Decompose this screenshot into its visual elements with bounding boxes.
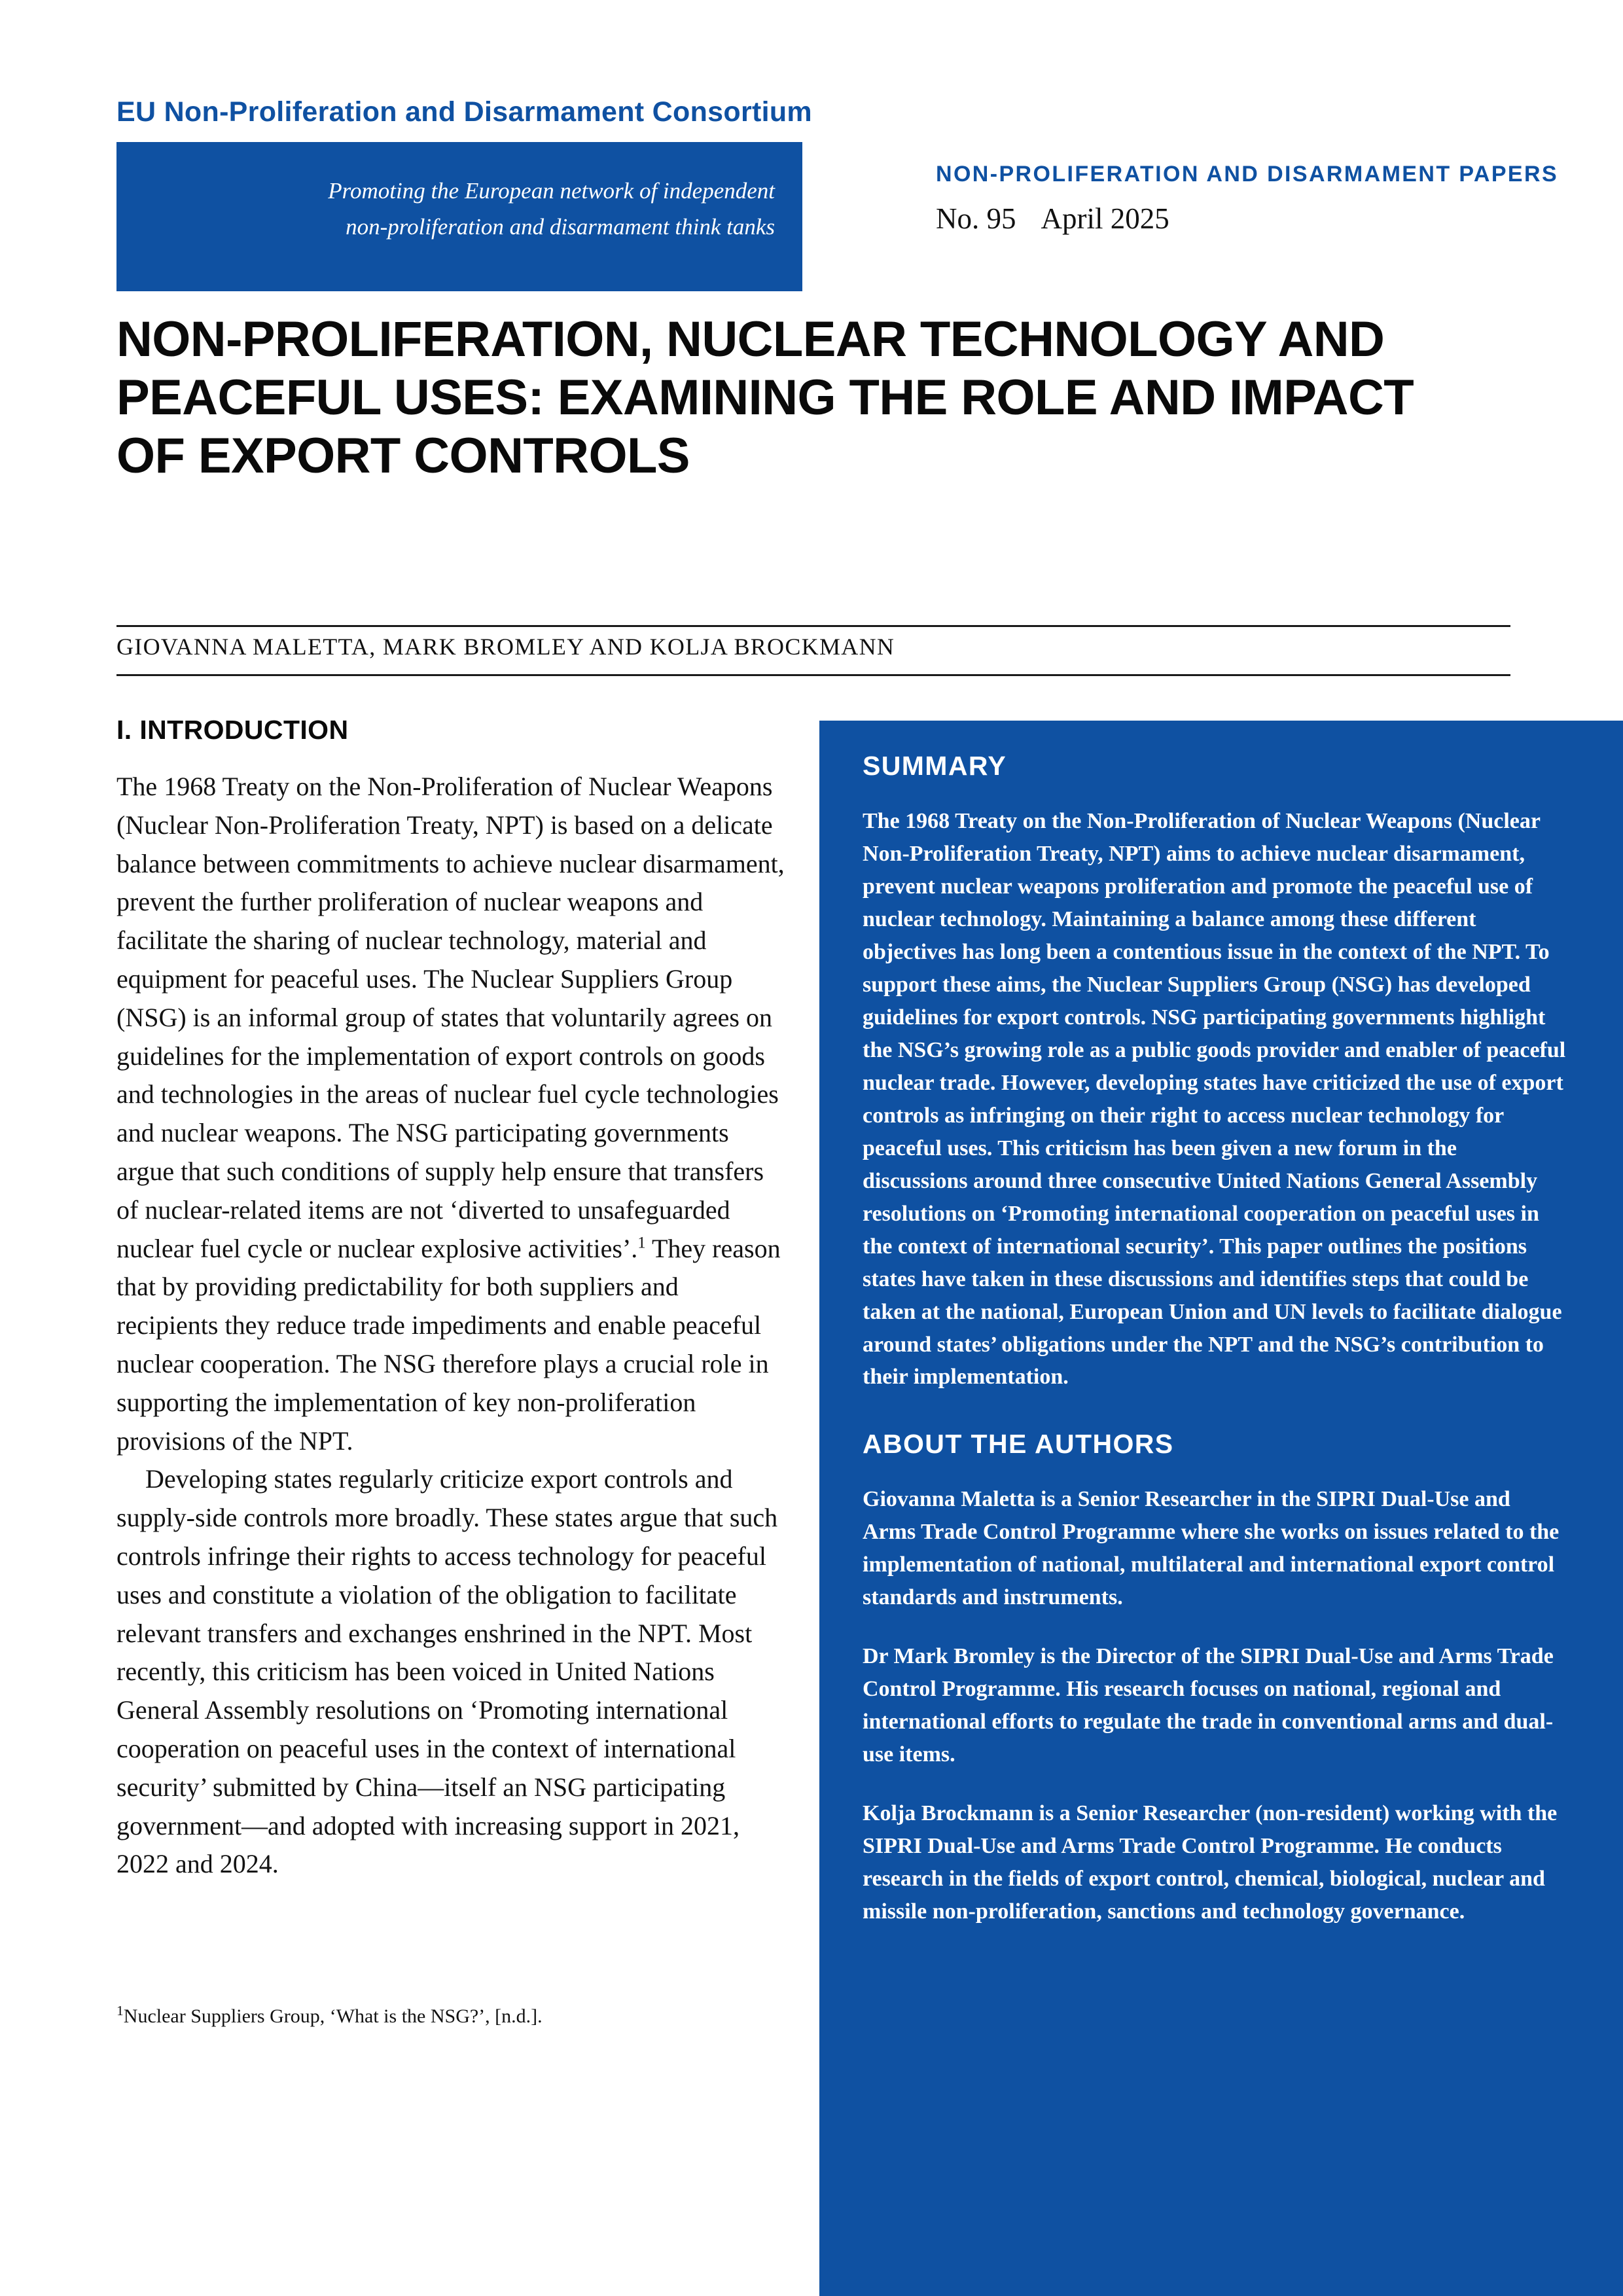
author-bio-brockmann: Kolja Brockmann is a Senior Researcher (non-resident) working with the SIPRI Dual-Use and Arms Trade Control Programme. He conducts research in the fields of export control, chemical, biological, nuclear and missile non-proliferation, sanctions and technology governance. xyxy=(863,1801,1558,1924)
footnote-1 xyxy=(116,2003,785,2030)
paragraph-1-part-b: They reason that by providing predictability for both suppliers and recipients they reduce trade impediments and enable peaceful nuclear cooperation. The NSG therefore plays a crucial role in supporting the implementation of key non-proliferation provisions of the NPT. xyxy=(116,1233,781,1456)
author-bio-bromley: Dr Mark Bromley is the Director of the SIPRI Dual-Use and Arms Trade Control Programme. His research focuses on national, regional and international efforts to regulate the trade in conventional arms and dual-use items. xyxy=(863,1644,1554,1767)
summary-sidebar xyxy=(819,721,1623,2296)
summary-text: The 1968 Treaty on the Non-Proliferation of Nuclear Weapons (Nuclear Non-Proliferation Treaty, NPT) aims to achieve nuclear disarmament, prevent nuclear weapons proliferation and promote the peaceful use of nuclear technology. Maintaining a balance among these different objectives has long been a contentious issue in the context of the NPT. To support these aims, the Nuclear Suppliers Group (NSG) has developed guidelines for export controls. NSG participating governments highlight the NSG’s growing role as a public goods provider and enabler of peaceful nuclear trade. However, developing states have criticized the use of export controls as infringing on their right to access nuclear technology for peaceful uses. This criticism has been given a new forum in the discussions around three consecutive United Nations General Assembly resolutions on ‘Promoting international cooperation on peaceful uses in the context of international security’. This paper outlines the positions states have taken in these discussions and identifies steps that could be taken at the national, European Union and UN levels to facilitate dialogue around states’ obligations under the NPT and the NSG’s contribution to their implementation. xyxy=(863,809,1566,1390)
sidebar-heading-about-authors: ABOUT THE AUTHORS xyxy=(863,1429,1174,1460)
paragraph-1-part-a: The 1968 Treaty on the Non-Proliferation of Nuclear Weapons (Nuclear Non-Proliferation Treaty, NPT) is based on a delicate balance between commitments to achieve nuclear disarmament, prevent the further proliferation of nuclear weapons and facilitate the sharing of nuclear technology, material and equipment for peaceful uses. The Nuclear Suppliers Group (NSG) is an informal group of states that voluntarily agrees on guidelines for the implementation of export controls on goods and technologies in the areas of nuclear fuel cycle technologies and nuclear weapons. The NSG participating governments argue that such conditions of supply help ensure that transfers of nuclear-related items are not ‘diverted to unsafeguarded nuclear fuel cycle or nuclear explosive activities’. xyxy=(116,772,785,1263)
page-title: NON-PROLIFERATION, NUCLEAR TECHNOLOGY AND PEACEFUL USES: EXAMINING THE ROLE AND IMPACT OF EXPORT CONTROLS xyxy=(116,312,1414,484)
tagline-line-2: non-proliferation and disarmament think tanks xyxy=(346,213,775,240)
body-paragraph-1 xyxy=(116,768,785,1460)
footnote-reference-1[interactable]: 1 xyxy=(637,1234,646,1252)
series-title: NON-PROLIFERATION AND DISARMAMENT PAPERS xyxy=(936,162,1559,187)
author-byline: GIOVANNA MALETTA, MARK BROMLEY AND KOLJA BROCKMANN xyxy=(116,634,895,660)
byline-rule-bottom xyxy=(116,674,1510,676)
byline-rule-top xyxy=(116,625,1510,627)
body-paragraph-2: Developing states regularly criticize export controls and supply-side controls more broadly. These states argue that such controls infringe their rights to access technology for peaceful uses and constitute a violation of the obligation to facilitate relevant transfers and exchanges enshrined in the NPT. Most recently, this criticism has been voiced in United Nations General Assembly resolutions on ‘Promoting international cooperation on peaceful uses in the context of international security’ submitted by China—itself an NSG participating government—and adopted with increasing support in 2021, 2022 and 2024. xyxy=(116,1464,778,1879)
footnote-area xyxy=(116,2003,785,2030)
sidebar-heading-summary: SUMMARY xyxy=(863,751,1007,781)
masthead xyxy=(116,96,1559,291)
consortium-logo-box xyxy=(116,142,802,291)
issue-date: April 2025 xyxy=(1041,202,1169,236)
footnote-text: Nuclear Suppliers Group, ‘What is the NSG?’, [n.d.]. xyxy=(123,2005,543,2027)
issue-number: No. 95 xyxy=(936,202,1016,236)
main-column xyxy=(116,715,785,1884)
consortium-tagline xyxy=(277,173,775,245)
tagline-line-1: Promoting the European network of independent xyxy=(328,178,775,204)
footnote-number: 1 xyxy=(116,2003,124,2018)
masthead-row xyxy=(116,142,1559,291)
consortium-title: EU Non-Proliferation and Disarmament Consortium xyxy=(116,96,812,128)
series-issue-line xyxy=(936,202,1623,236)
series-info xyxy=(936,162,1623,236)
author-bio-maletta: Giovanna Maletta is a Senior Researcher in the SIPRI Dual-Use and Arms Trade Control Programme where she works on issues related to the implementation of national, multilateral and international export control standards and instruments. xyxy=(863,1487,1560,1610)
section-heading-introduction: I. INTRODUCTION xyxy=(116,715,349,745)
